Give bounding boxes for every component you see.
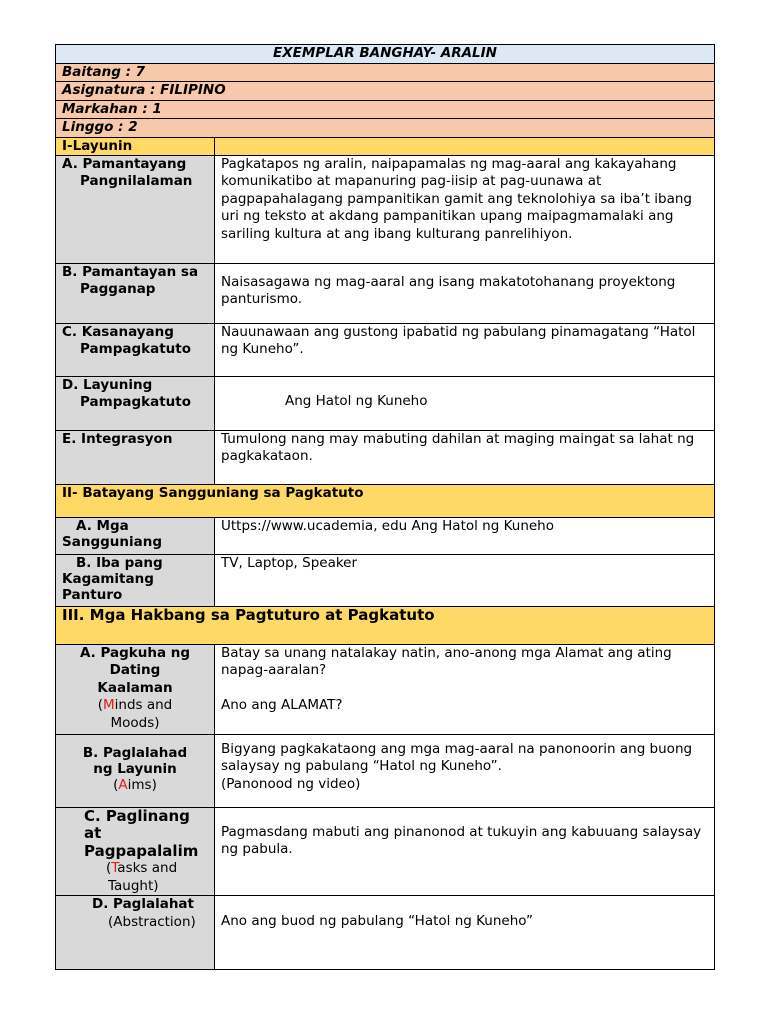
hakbang-a-letter: M [103, 697, 115, 713]
hakbang-c-sub-line2: Taught) [108, 877, 159, 894]
asignatura-row: Asignatura : FILIPINO [56, 82, 715, 101]
sanggunian-a-content: Uttps://www.ucademia, edu Ang Hatol ng Kuneho [215, 517, 715, 554]
hakbang-c-label-line3: Pagpapalalim [84, 841, 199, 860]
layunin-c-label [56, 323, 215, 376]
section-layunin-row [56, 137, 715, 155]
section-layunin-heading: I-Layunin [56, 137, 215, 155]
sanggunian-b-row [56, 554, 715, 606]
hakbang-a-row [56, 644, 715, 734]
sanggunian-b-label-line2: Kagamitang [62, 570, 154, 587]
hakbang-a-label-line1: A. Pagkuha ng [79, 644, 191, 661]
hakbang-c-letter: T [111, 860, 118, 876]
title-row [56, 45, 715, 64]
sanggunian-b-label [56, 554, 215, 606]
section-hakbang-heading: III. Mga Hakbang sa Pagtuturo at Pagkatuto [56, 606, 715, 644]
layunin-a-label [56, 155, 215, 263]
hakbang-a-label [56, 644, 215, 734]
layunin-d-label-line2: Pampagkatuto [80, 394, 192, 410]
sanggunian-b-label-line1: B. Iba pang [76, 554, 163, 571]
layunin-e-label: E. Integrasyon [56, 430, 215, 484]
layunin-d-label [56, 376, 215, 430]
layunin-b-content: Naisasagawa ng mag-aaral ang isang makatotohanang proyektong panturismo. [215, 263, 715, 323]
hakbang-b-label-line2: ng Layunin [93, 760, 177, 777]
layunin-d-row [56, 376, 715, 430]
section-batayan-heading: II- Batayang Sangguniang sa Pagkatuto [56, 484, 715, 517]
hakbang-a-text-1: Batay sa unang natalakay natin, ano-anong mga Alamat ang ating napag-aaralan? [221, 644, 672, 678]
hakbang-a-sub-line2: Moods) [110, 714, 160, 731]
layunin-d-content [215, 376, 715, 430]
sanggunian-b-label-line3: Panturo [62, 586, 123, 603]
hakbang-b-label-line1: B. Paglalahad [82, 744, 188, 761]
layunin-b-row [56, 263, 715, 323]
hakbang-c-content: Pagmasdang mabuti ang pinanonod at tukuyin ang kabuuang salaysay ng pabula. [215, 807, 715, 896]
hakbang-c-label-line2: at [84, 824, 102, 842]
layunin-d-text: Ang Hatol ng Kuneho [285, 392, 428, 409]
hakbang-b-text-2: (Panonood ng video) [221, 775, 361, 792]
hakbang-b-text-1: Bigyang pagkakataong ang mga mag-aaral na panonoorin ang buong salaysay ng pabulang “Hatol ng Kuneho”. [221, 740, 693, 774]
layunin-c-label-line1: C. Kasanayang [62, 323, 174, 340]
layunin-e-row [56, 430, 715, 484]
sanggunian-b-content: TV, Laptop, Speaker [215, 554, 715, 606]
markahan-row: Markahan : 1 [56, 100, 715, 119]
lesson-plan-document [55, 44, 714, 970]
layunin-b-label-line2: Pagganap [80, 281, 156, 297]
hakbang-b-row [56, 734, 715, 807]
hakbang-b-sub: (Aims) [113, 776, 157, 793]
document-title: EXEMPLAR BANGHAY- ARALIN [56, 45, 715, 64]
hakbang-a-content [215, 644, 715, 734]
layunin-b-label [56, 263, 215, 323]
layunin-a-label-line1: A. Pamantayang [62, 155, 187, 172]
section-batayan-row [56, 484, 715, 517]
layunin-d-label-line1: D. Layuning [62, 376, 153, 393]
hakbang-c-sub: (Tasks and [106, 860, 178, 876]
hakbang-b-content [215, 734, 715, 807]
hakbang-b-letter: A [118, 776, 128, 793]
hakbang-b-label [56, 734, 215, 807]
baitang-row: Baitang : 7 [56, 63, 715, 82]
layunin-c-content: Nauunawaan ang gustong ipabatid ng pabulang pinamagatang “Hatol ng Kuneho”. [215, 323, 715, 376]
hakbang-d-row [56, 896, 715, 970]
hakbang-a-label-line3: Kaalaman [97, 679, 173, 696]
hakbang-a-sub: (Minds and [97, 697, 173, 713]
sanggunian-a-row [56, 517, 715, 554]
sanggunian-a-label-line2: Sangguniang [62, 533, 163, 550]
hakbang-c-label [56, 807, 215, 896]
section-hakbang-row [56, 606, 715, 644]
sanggunian-a-label [56, 517, 215, 554]
sanggunian-a-label-line1: A. Mga [76, 517, 129, 534]
lesson-plan-table [55, 44, 715, 970]
layunin-c-row [56, 323, 715, 376]
hakbang-c-row [56, 807, 715, 896]
layunin-a-row [56, 155, 715, 263]
hakbang-c-label-line1: C. Paglinang [84, 806, 190, 825]
hakbang-a-label-line2: Dating [109, 662, 161, 678]
hakbang-d-sub: (Abstraction) [108, 913, 196, 930]
layunin-a-label-line2: Pangnilalaman [80, 173, 193, 189]
hakbang-a-text-2: Ano ang ALAMAT? [221, 696, 343, 713]
hakbang-d-label [56, 896, 215, 970]
hakbang-d-content: Ano ang buod ng pabulang “Hatol ng Kuneho” [215, 896, 715, 970]
layunin-e-content: Tumulong nang may mabuting dahilan at maging maingat sa lahat ng pagkakataon. [215, 430, 715, 484]
layunin-a-content: Pagkatapos ng aralin, naipapamalas ng mag-aaral ang kakayahang komunikatibo at mapanuring pag-iisip at pag-uunawa at pagpapahalagang pampanitikan gamit ang teknolohiya sa iba’t ibang uri ng teksto at akdang pampanitikan upang maipagmamalaki ang sariling kultura at ang ibang kulturang panrelihiyon. [215, 155, 715, 263]
layunin-b-label-line1: B. Pamantayan sa [62, 263, 199, 280]
layunin-c-label-line2: Pampagkatuto [80, 341, 192, 357]
section-layunin-empty [215, 137, 715, 155]
linggo-row: Linggo : 2 [56, 119, 715, 138]
hakbang-d-label-line1: D. Paglalahat [92, 896, 194, 912]
